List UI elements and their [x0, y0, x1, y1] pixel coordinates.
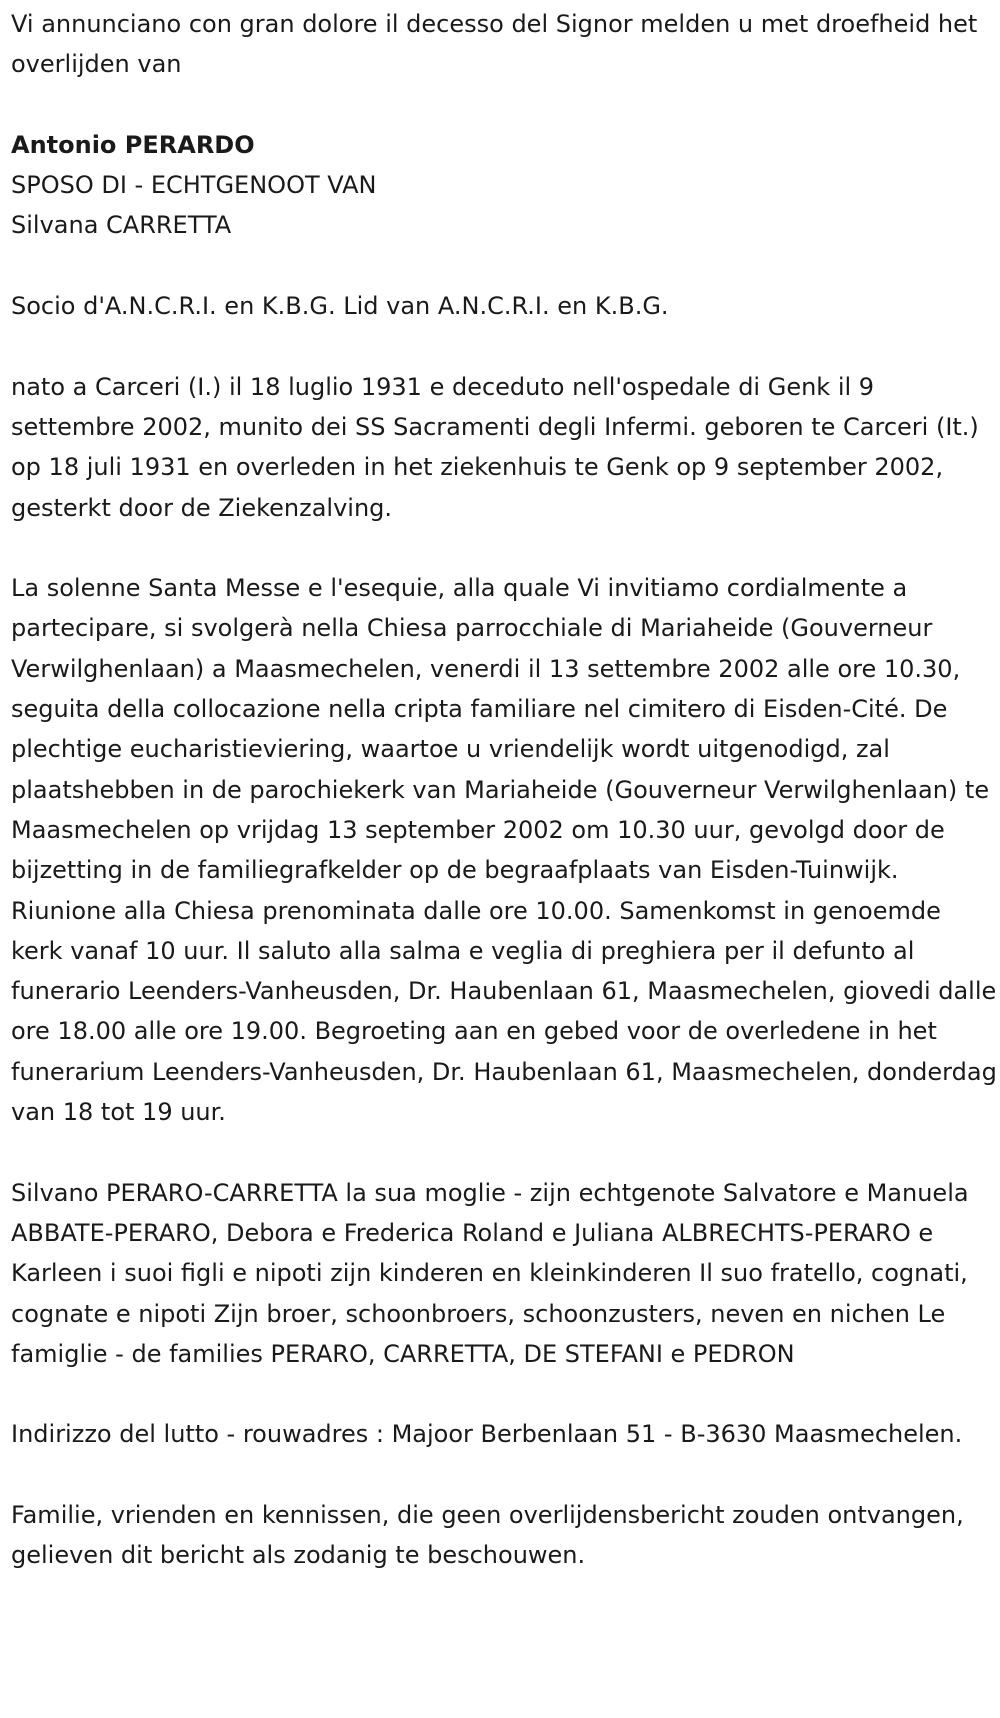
- spacer: [11, 1132, 1000, 1172]
- spacer: [11, 85, 1000, 125]
- relation-line: SPOSO DI - ECHTGENOOT VAN: [11, 171, 377, 200]
- closing-paragraph: Familie, vrienden en kennissen, die geen overlijdensbericht zouden ontvangen, gelieven dit bericht als zodanig te beschouwen.: [11, 1500, 964, 1570]
- spacer: [11, 326, 1000, 366]
- deceased-name: Antonio PERARDO: [11, 130, 255, 159]
- spacer: [11, 246, 1000, 286]
- address-paragraph: Indirizzo del lutto - rouwadres : Majoor Berbenlaan 51 - B-3630 Maasmechelen.: [11, 1420, 963, 1449]
- spacer: [11, 1455, 1000, 1495]
- membership-paragraph: Socio d'A.N.C.R.I. en K.B.G. Lid van A.N.C.R.I. en K.B.G.: [11, 292, 669, 321]
- family-paragraph: Silvano PERARO-CARRETTA la sua moglie - zijn echtgenote Salvatore e Manuela ABBATE-PERARO, Debora e Frederica Roland e Juliana ALBRECHTS-PERARO e Karleen i suoi figli e nipoti zijn kinderen en kleinkinderen Il suo fratello, cognati, cognate e nipoti Zijn broer, schoonbroers, schoonzusters, neven en nichen Le famiglie - de families PERARO, CARRETTA, DE STEFANI e PEDRON: [11, 1178, 969, 1368]
- intro-paragraph: Vi annunciano con gran dolore il decesso del Signor melden u met droefheid het overlijden van: [11, 10, 978, 79]
- funeral-paragraph: La solenne Santa Messe e l'esequie, alla quale Vi invitiamo cordialmente a partecipare, si svolgerà nella Chiesa parrocchiale di Mariaheide (Gouverneur Verwilghenlaan) a Maasmechelen, venerdi il 13 settembre 2002 alle ore 10.30, seguita della collocazione nella cripta familiare nel cimitero di Eisden-Cité. De plechtige eucharistieviering, waartoe u vriendelijk wordt uitgenodigd, zal plaatshebben in de parochiekerk van Mariaheide (Gouverneur Verwilghenlaan) te Maasmechelen op vrijdag 13 september 2002 om 10.30 uur, gevolgd door de bijzetting in de familiegrafkelder op de begraafplaats van Eisden-Tuinwijk. Riunione alla Chiesa prenominata dalle ore 10.00. Samenkomst in genoemde kerk vanaf 10 uur. Il saluto alla salma e veglia di preghiera per il defunto al funerario Leenders-Vanheusden, Dr. Haubenlaan 61, Maasmechelen, giovedi dalle ore 18.00 alle ore 19.00. Begroeting aan en gebed voor de overledene in het funerarium Leenders-Vanheusden, Dr. Haubenlaan 61, Maasmechelen, donderdag van 18 tot 19 uur.: [11, 574, 997, 1127]
- birth-death-paragraph: nato a Carceri (I.) il 18 luglio 1931 e deceduto nell'ospedale di Genk il 9 settembre 2002, munito dei SS Sacramenti degli Infermi. geboren te Carceri (It.) op 18 juli 1931 en overleden in het ziekenhuis te Genk op 9 september 2002, gesterkt door de Ziekenzalving.: [11, 372, 979, 522]
- spouse-name: Silvana CARRETTA: [11, 211, 232, 240]
- spacer: [11, 528, 1000, 568]
- spacer: [11, 1374, 1000, 1414]
